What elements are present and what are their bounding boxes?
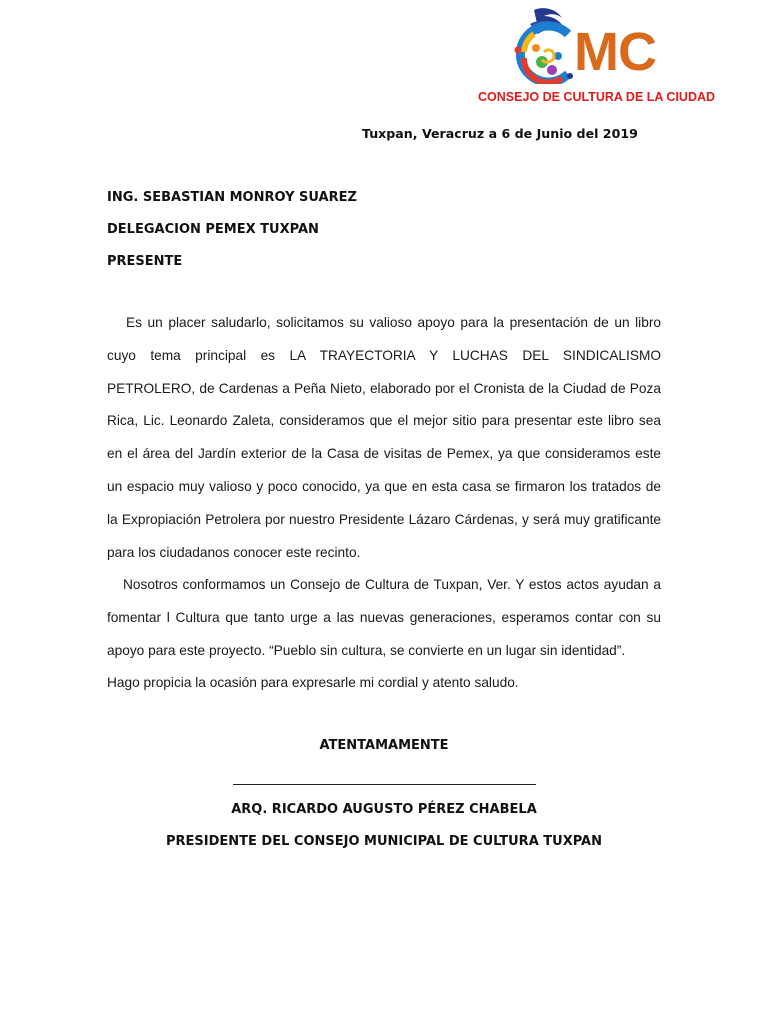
paragraph-line: apoyo para este proyecto. “Pueblo sin cultura, se convierte en un lugar sin identidad”. [107,642,626,658]
emblem-icon [512,4,580,84]
signatory-title: PRESIDENTE DEL CONSEJO MUNICIPAL DE CULTURA TUXPAN [165,834,602,849]
cmc-logo [512,4,692,84]
paragraph-line: la Expropiación Petrolera por nuestro Presidente Lázaro Cárdenas, y será muy gratificante [107,511,661,527]
paragraph-line: para los ciudadanos conocer este recinto. [107,544,361,560]
paragraph-line: Es un placer saludarlo, solicitamos su valioso apoyo para la presentación de un libro [126,315,661,330]
paragraph-line: PETROLERO, de Cardenas a Peña Nieto, elaborado por el Cronista de la Ciudad de Poza [107,380,661,396]
paragraph-1 [107,307,661,569]
addressee-presente: PRESENTE [107,254,183,269]
signature-line [233,784,536,785]
logo-text: MC [574,22,656,82]
paragraph-line: Rica, Lic. Leonardo Zaleta, consideramos que el mejor sitio para presentar este libro sea [107,413,661,429]
paragraph-line: Nosotros conformamos un Consejo de Cultura de Tuxpan, Ver. Y estos actos ayudan a [123,577,661,592]
closing-farewell: ATENTAMAMENTE [319,738,449,753]
addressee-organization: DELEGACION PEMEX TUXPAN [107,222,319,237]
paragraph-line: fomentar l Cultura que tanto urge a las nuevas generaciones, esperamos contar con su [107,609,661,625]
signatory-name: ARQ. RICARDO AUGUSTO PÉREZ CHABELA [231,802,537,817]
paragraph-2 [107,569,661,700]
logo-tagline: CONSEJO DE CULTURA DE LA CIUDAD [478,90,716,104]
paragraph-line: Hago propicia la ocasión para expresarle mi cordial y atento saludo. [107,675,519,691]
paragraph-line: cuyo tema principal es LA TRAYECTORIA Y LUCHAS DEL SINDICALISMO [107,347,661,363]
letter-date: Tuxpan, Veracruz a 6 de Junio del 2019 [362,126,638,141]
paragraph-line: un espacio muy valioso y poco conocido, ya que en esta casa se firmaron los tratados de [107,478,661,494]
addressee-name: ING. SEBASTIAN MONROY SUAREZ [107,190,357,205]
paragraph-line: en el área del Jardín exterior de la Casa de visitas de Pemex, ya que consideramos este [107,446,661,462]
